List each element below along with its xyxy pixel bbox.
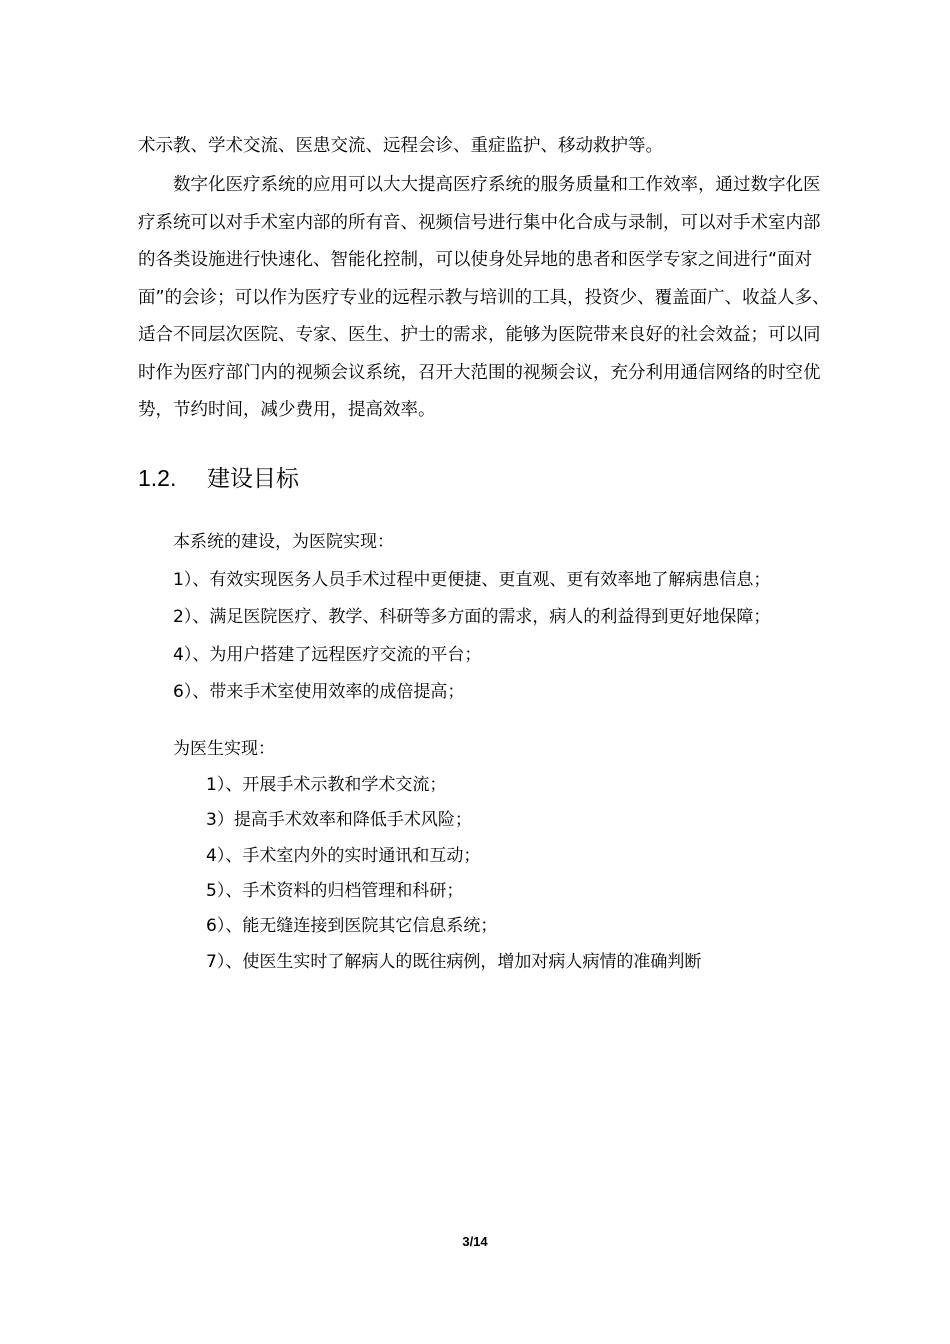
paragraph-line: 适合不同层次医院、专家、医生、护士的需求，能够为医院带来良好的社会效益；可以同 [138, 325, 821, 345]
doctor-goal-item: 5）、手术资料的归档管理和科研； [206, 881, 464, 901]
paragraph-line: 术示教、学术交流、医患交流、远程会诊、重症监护、移动救护等。 [138, 136, 663, 156]
paragraph-line: 的各类设施进行快速化、智能化控制，可以使身处异地的患者和医学专家之间进行“面对 [138, 250, 813, 270]
paragraph-line: 疗系统可以对手术室内部的所有音、视频信号进行集中化合成与录制，可以对手术室内部 [138, 212, 821, 233]
doctor-goal-item: 3）提高手术效率和降低手术风险； [206, 810, 472, 830]
paragraph-line: 时作为医疗部门内的视频会议系统，召开大范围的视频会议，充分利用通信网络的时空优 [138, 362, 821, 383]
doctor-goal-item: 1）、开展手术示教和学术交流； [206, 775, 447, 795]
section-heading [138, 458, 299, 499]
doctor-intro: 为医生实现： [173, 739, 275, 759]
doctor-goal-item: 7）、使医生实时了解病人的既往病例，增加对病人病情的准确判断 [206, 952, 702, 972]
hospital-goal-item: 1）、有效实现医务人员手术过程中更便捷、更直观、更有效率地了解病患信息； [173, 570, 771, 590]
paragraph-line: 面”的会诊；可以作为医疗专业的远程示教与培训的工具，投资少、覆盖面广、收益人多、 [138, 287, 830, 308]
paragraph-line: 势，节约时间，减少费用，提高效率。 [138, 400, 436, 420]
main-paragraph [138, 167, 830, 430]
hospital-intro: 本系统的建设，为医院实现： [173, 532, 394, 552]
hospital-goal-item: 4）、为用户搭建了远程医疗交流的平台； [173, 645, 482, 665]
section-title: 建设目标 [207, 466, 299, 492]
hospital-goal-item: 2）、满足医院医疗、教学、科研等多方面的需求，病人的利益得到更好地保障； [173, 607, 771, 627]
section-number: 1.2. [138, 465, 177, 491]
hospital-goal-item: 6）、带来手术室使用效率的成倍提高； [173, 682, 465, 702]
continuation-paragraph [138, 128, 818, 166]
page-number: 3/14 [462, 1234, 488, 1249]
doctor-goal-item: 6）、能无缝连接到医院其它信息系统； [206, 916, 498, 936]
paragraph-line: 数字化医疗系统的应用可以大大提高医疗系统的服务质量和工作效率，通过数字化医 [173, 175, 821, 195]
doctor-goal-item: 4）、手术室内外的实时通讯和互动； [206, 846, 481, 866]
